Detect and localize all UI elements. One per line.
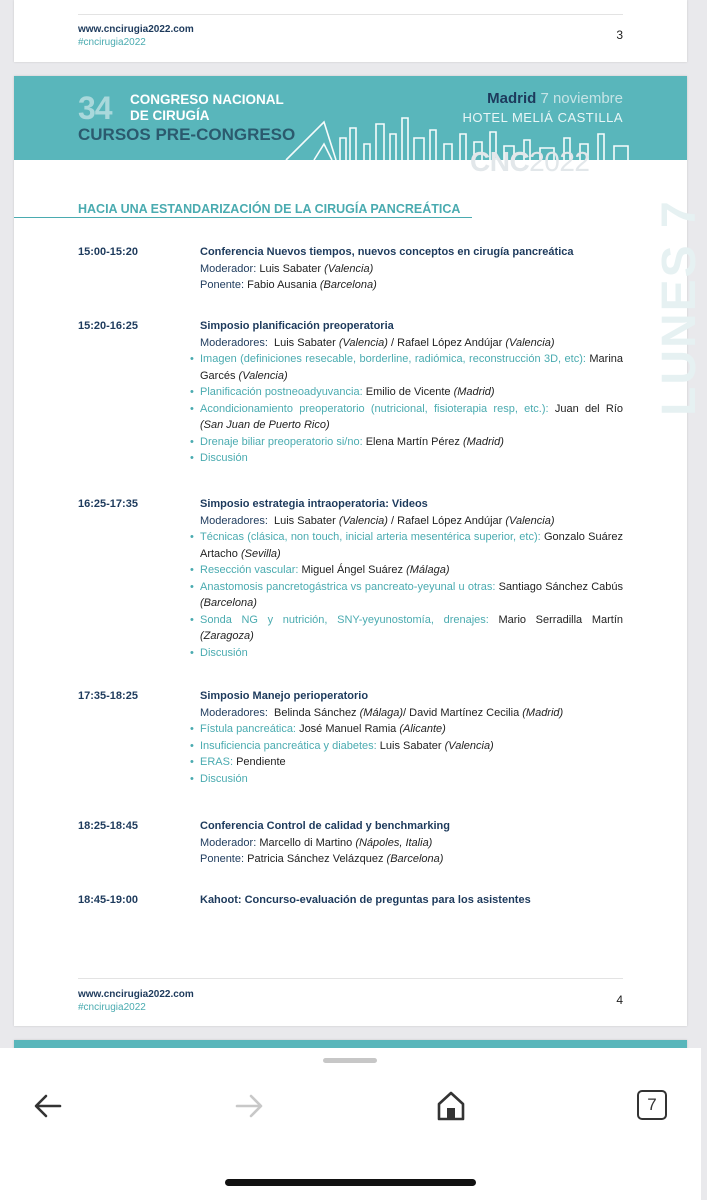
home-button[interactable] — [429, 1088, 473, 1124]
speaker-place: (Barcelona) — [386, 853, 444, 865]
page-number: 3 — [616, 28, 623, 42]
session-content — [200, 318, 623, 467]
agenda-item — [200, 529, 623, 562]
congress-number: 34 — [78, 90, 112, 126]
agenda-item — [200, 434, 623, 451]
agenda-topic: Sonda NG y nutrición, SNY-yeyunostomía, drenajes: — [200, 613, 489, 626]
session-title: Conferencia Nuevos tiempos, nuevos conceptos en cirugía pancreática — [200, 246, 574, 258]
agenda-topic: Anastomosis pancretogástrica vs pancreato-yeyunal u otras: — [200, 580, 496, 593]
agenda-topic: Discusión — [200, 452, 248, 464]
home-icon — [436, 1090, 466, 1122]
speaker-line — [200, 851, 623, 868]
agenda-speaker: Gonzalo Suárez Artacho — [200, 531, 623, 560]
vertical-day-label — [634, 199, 706, 416]
agenda-place: (Madrid) — [462, 435, 504, 448]
footer-url: www.cncirugia2022.com — [78, 24, 194, 35]
agenda-item — [200, 612, 623, 645]
agenda-place: (Valencia) — [238, 369, 288, 382]
home-indicator[interactable] — [225, 1179, 476, 1186]
agenda-place: (Málaga) — [406, 564, 450, 576]
speaker-place: (Barcelona) — [319, 279, 377, 291]
congress-header-banner — [14, 76, 687, 177]
tabs-button[interactable]: 7 — [637, 1090, 667, 1120]
agenda-speaker: Elena Martín Pérez — [365, 435, 460, 448]
arrow-right-icon — [234, 1093, 264, 1119]
event-venue: HOTEL MELIÁ CASTILLA — [462, 110, 623, 125]
day-label-text: LUNES 7 — [653, 199, 706, 416]
agenda-speaker: Luis Sabater — [379, 739, 442, 752]
agenda-item — [200, 351, 623, 384]
congress-name-line1: CONGRESO NACIONAL — [130, 92, 284, 107]
moderator-name: Luis Sabater — [274, 514, 336, 527]
agenda-speaker: Miguel Ángel Suárez — [301, 564, 404, 576]
session-content — [200, 244, 623, 294]
agenda-speaker: Emilio de Vicente — [365, 386, 451, 398]
cnc-logo-main: CNC — [470, 146, 530, 177]
agenda-topic: Discusión — [200, 646, 248, 659]
congress-name-line2: DE CIRUGÍA — [130, 108, 210, 123]
previous-pdf-page — [14, 0, 687, 62]
agenda-item — [200, 401, 623, 434]
speaker-name: Patricia Sánchez Velázquez — [247, 853, 384, 865]
agenda-topic: Insuficiencia pancreática y diabetes: — [200, 739, 377, 752]
agenda-item — [200, 579, 623, 612]
agenda-topic: Planificación postneoadyuvancia: — [200, 386, 363, 398]
moderator-label: Moderador: — [200, 836, 257, 849]
title-underline — [14, 217, 472, 218]
agenda-item — [200, 754, 623, 771]
session-content — [200, 496, 623, 661]
speaker-name: Fabio Ausania — [247, 279, 317, 291]
section-title: HACIA UNA ESTANDARIZACIÓN DE LA CIRUGÍA PANCREÁTICA — [78, 202, 461, 216]
moderators-label: Moderadores: — [200, 706, 268, 719]
moderator-place: (Nápoles, Italia) — [355, 836, 433, 849]
agenda-topic: ERAS: — [200, 756, 234, 768]
agenda-speaker: José Manuel Ramia — [299, 723, 397, 735]
agenda-place: (Valencia) — [444, 739, 494, 752]
agenda-speaker: Mario Serradilla Martín — [498, 613, 623, 626]
session-time: 18:25-18:45 — [78, 820, 138, 832]
event-date: 7 noviembre — [540, 90, 623, 107]
moderator-name: Luis Sabater — [259, 262, 322, 275]
footer-hashtag: #cncirugia2022 — [78, 37, 146, 48]
moderator-line — [200, 261, 623, 278]
agenda-speaker: Santiago Sánchez Cabús — [498, 580, 623, 593]
moderators-label: Moderadores: — [200, 514, 268, 527]
agenda-speaker: Pendiente — [236, 756, 286, 768]
footer-url: www.cncirugia2022.com — [78, 989, 194, 1000]
cnc-logo-year: 2022 — [529, 146, 590, 177]
speaker-label: Ponente: — [200, 279, 245, 291]
moderator-name: Belinda Sánchez — [274, 706, 357, 719]
agenda-topic: Discusión — [200, 772, 248, 785]
pdf-page — [14, 76, 706, 1026]
footer-hashtag: #cncirugia2022 — [78, 1002, 146, 1013]
moderator-place: (Málaga) — [359, 706, 404, 719]
event-city-date — [487, 90, 623, 107]
moderator-place: (Valencia) — [338, 336, 388, 349]
speaker-label: Ponente: — [200, 853, 245, 865]
agenda-topic: Técnicas (clásica, non touch, inicial arteria mesentérica superior, etc): — [200, 531, 541, 543]
agenda-speaker: Marina Garcés — [200, 353, 623, 382]
moderators-line — [200, 705, 623, 722]
cnc-logo — [470, 146, 589, 178]
agenda-topic: Acondicionamiento preoperatorio (nutricional, fisioterapia resp, etc.): — [200, 402, 549, 415]
session-title: Simposio estrategia intraoperatoria: Videos — [200, 498, 428, 510]
moderator-line — [200, 835, 623, 852]
moderator-name: Luis Sabater — [274, 336, 336, 349]
agenda-topic: Drenaje biliar preoperatorio si/no: — [200, 435, 363, 448]
session-content — [200, 892, 623, 909]
session-time: 16:25-17:35 — [78, 498, 138, 510]
moderator-place: (Madrid) — [522, 706, 564, 719]
session-title: Simposio planificación preoperatoria — [200, 320, 394, 332]
agenda-item — [200, 738, 623, 755]
agenda-place: (Zaragoza) — [200, 630, 254, 642]
browser-toolbar — [0, 1048, 701, 1200]
moderators-label: Moderadores: — [200, 336, 268, 349]
speaker-line — [200, 277, 623, 294]
footer-divider — [78, 978, 623, 979]
agenda-item — [200, 562, 623, 579]
agenda-place: (San Juan de Puerto Rico) — [200, 419, 330, 431]
moderator-label: Moderador: — [200, 262, 257, 275]
arrow-left-icon — [33, 1093, 63, 1119]
session-title: Simposio Manejo perioperatorio — [200, 690, 369, 702]
session-time: 18:45-19:00 — [78, 894, 138, 906]
footer-divider — [78, 14, 623, 15]
congress-subtitle: CURSOS PRE-CONGRESO — [78, 125, 296, 144]
moderator-place: (Valencia) — [505, 336, 555, 349]
moderator-name: Marcello di Martino — [259, 836, 353, 849]
moderator-name: / Rafael López Andújar — [387, 514, 503, 527]
session-title: Conferencia Control de calidad y benchmarking — [200, 820, 450, 832]
moderators-line — [200, 513, 623, 530]
agenda-topic: Resección vascular: — [200, 564, 299, 576]
agenda-place: (Barcelona) — [200, 597, 257, 609]
session-time: 15:00-15:20 — [78, 246, 138, 258]
agenda-item — [200, 721, 623, 738]
page-number: 4 — [616, 993, 623, 1007]
moderator-name: / Rafael López Andújar — [387, 336, 503, 349]
session-time: 17:35-18:25 — [78, 690, 138, 702]
moderator-place: (Valencia) — [505, 514, 555, 527]
agenda-topic: Fístula pancreática: — [200, 723, 296, 735]
agenda-item — [200, 450, 623, 467]
event-city: Madrid — [487, 90, 537, 107]
agenda-item — [200, 384, 623, 401]
forward-button[interactable] — [227, 1088, 271, 1124]
session-content — [200, 688, 623, 787]
agenda-place: (Sevilla) — [240, 547, 281, 560]
moderator-place: (Valencia) — [324, 262, 374, 275]
moderator-name: / David Martínez Cecilia — [403, 706, 520, 719]
moderator-place: (Valencia) — [338, 514, 388, 527]
session-content — [200, 818, 623, 868]
back-button[interactable] — [26, 1088, 70, 1124]
agenda-speaker: Juan del Río — [554, 402, 623, 415]
moderators-line — [200, 335, 623, 352]
session-title: Kahoot: Concurso-evaluación de preguntas para los asistentes — [200, 894, 531, 906]
toolbar-drag-handle[interactable] — [323, 1058, 377, 1063]
agenda-topic: Imagen (definiciones resecable, borderline, radiómica, reconstrucción 3D, etc): — [200, 353, 586, 365]
agenda-place: (Alicante) — [399, 723, 446, 735]
agenda-item — [200, 771, 623, 788]
agenda-place: (Madrid) — [453, 386, 495, 398]
agenda-item — [200, 645, 623, 662]
session-time: 15:20-16:25 — [78, 320, 138, 332]
